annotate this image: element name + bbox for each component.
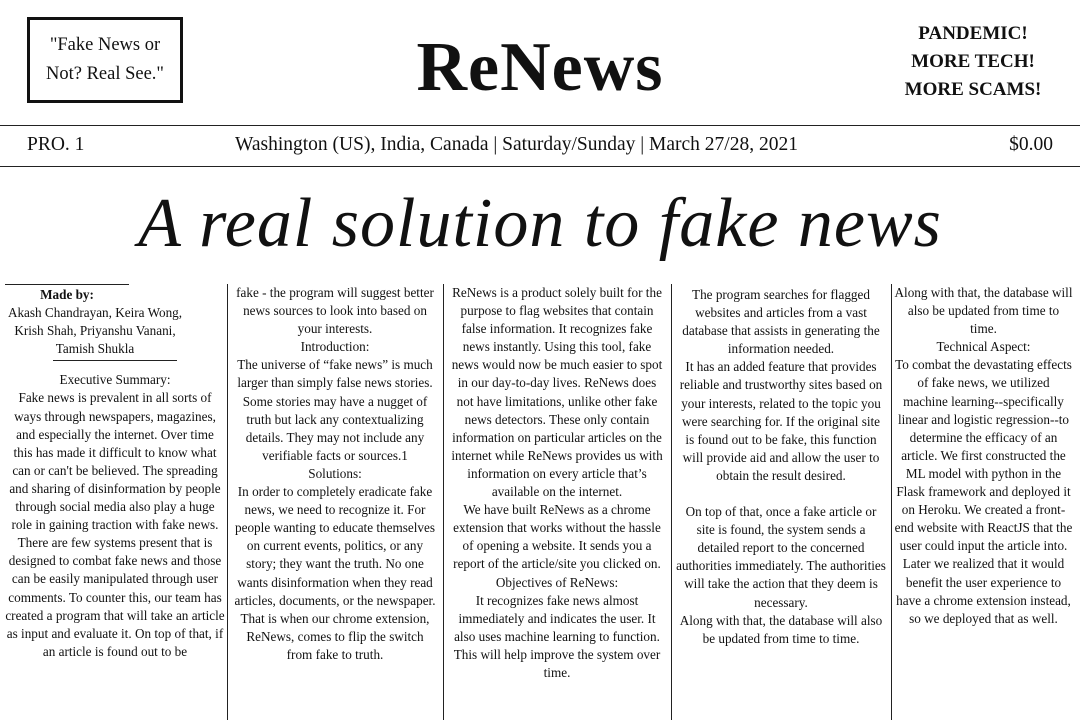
paragraph: In order to completely eradicate fake news, we need to recognize it. For people wanting to educate themselves on current events, politics, or any story; they want the truth. No one wants disinformation when they read articles, documents, or the newspaper. That is when our chrome extension, ReNews, comes to flip the switch from fake to truth. [234,484,436,662]
made-by-label: Made by: [5,284,129,304]
dateline [0,131,1080,159]
teaser-headline: PANDEMIC! [918,23,1028,44]
paragraph: ReNews is a product solely built for the purpose to flag websites that contain false information. It recognizes fake news instantly. Using this tool, fake news would now be much easier to spot in our day-to-day lives. ReNews does not have limitations, unlike other fake news detectors. These only contain information on particular articles on the internet while ReNews provides us with information on every article that’s available on the internet. [451,285,663,500]
solutions-heading: Solutions: [308,465,362,481]
paragraph: The program searches for flagged websites and articles from a vast database that assists in generating the information needed. [682,287,880,357]
paragraph: It has an added feature that provides reliable and trustworthy sites based on your interests, related to the topic you were searching for. If the original site is found out to be fake, this function will provide aid and allow the user to obtain the result desired. [679,359,883,483]
article-column-5 [892,284,1075,720]
place-date: Washington (US), India, Canada | Saturday/Sunday | March 27/28, 2021 [235,134,798,155]
teaser-headline: MORE SCAMS! [904,79,1042,100]
article-column-2 [228,284,442,720]
edition-label: PRO. 1 [27,134,85,155]
paragraph: We have built ReNews as a chrome extension that works without the hassle of opening a website. It sends you a report of the article/site you clicked on. [453,502,661,572]
teaser-headline: MORE TECH! [911,51,1035,72]
paragraph: fake - the program will suggest better news sources to look into based on your interests. [236,285,434,337]
masthead-title: ReNews [416,29,664,106]
tagline-box [27,17,183,103]
article-column-3 [444,284,670,720]
technical-aspect-heading: Technical Aspect: [936,339,1031,355]
introduction-heading: Introduction: [300,339,370,355]
paragraph: It recognizes fake news almost immediately and indicates the user. It also uses machine learning to function. This will help improve the system over time. [453,592,661,680]
authors: Akash Chandrayan, Keira Wong, Krish Shah, Priyanshu Vanani, Tamish Shukla [7,305,183,357]
top-rule [0,125,1080,126]
paragraph: On top of that, once a fake article or site is found, the system sends a detailed report to the concerned authorities immediately. The authorities will take the action that they deem is necessary. [676,504,886,610]
price: $0.00 [1009,134,1053,155]
paragraph: To combat the devastating effects of fake news, we utilized machine learning--specifically linear and logistic regression--to determine the efficacy of an article. We first constructed the ML model with python in the Flask framework and deployed it on Heroku. We created a front-end website with ReactJS that the user could input the article into. Later we realized that it would benefit the user experience to have a chrome extension instead, so we deployed that as well. [894,357,1073,626]
tagline-line-2: Not? Real See." [45,64,164,84]
exec-summary-heading: Executive Summary: [59,372,171,388]
paragraph: Along with that, the database will also be updated from time to time. [894,285,1073,337]
article-column-4 [672,284,890,720]
bottom-rule [0,166,1080,167]
paragraph: The universe of “fake news” is much larger than simply false news stories. Some stories may have a nugget of truth but lack any contextualizing details. They may not include any verifiable facts or sources.1 [237,357,433,463]
tagline-line-1: "Fake News or [49,35,161,55]
objectives-heading: Objectives of ReNews: [495,574,619,590]
article-column-1 [5,284,225,720]
teaser-headlines [888,20,1058,104]
main-headline: A real solution to fake news [138,185,942,262]
exec-summary-body: Fake news is prevalent in all sorts of ways through newspapers, magazines, and especially the internet. Over time this has made it difficult to know what can or can't be believed. The spreading and sharing of disinformation by people through social media also play a huge role in gaining traction with fake news. There are few systems present that is designed to combat fake news and those can be easily manipulated through user comments. To counter this, our team has created a program that will take an article as input and evaluate it. On top of that, if an article is found out to be [5,390,225,659]
paragraph: Along with that, the database will also be updated from time to time. [679,612,883,646]
